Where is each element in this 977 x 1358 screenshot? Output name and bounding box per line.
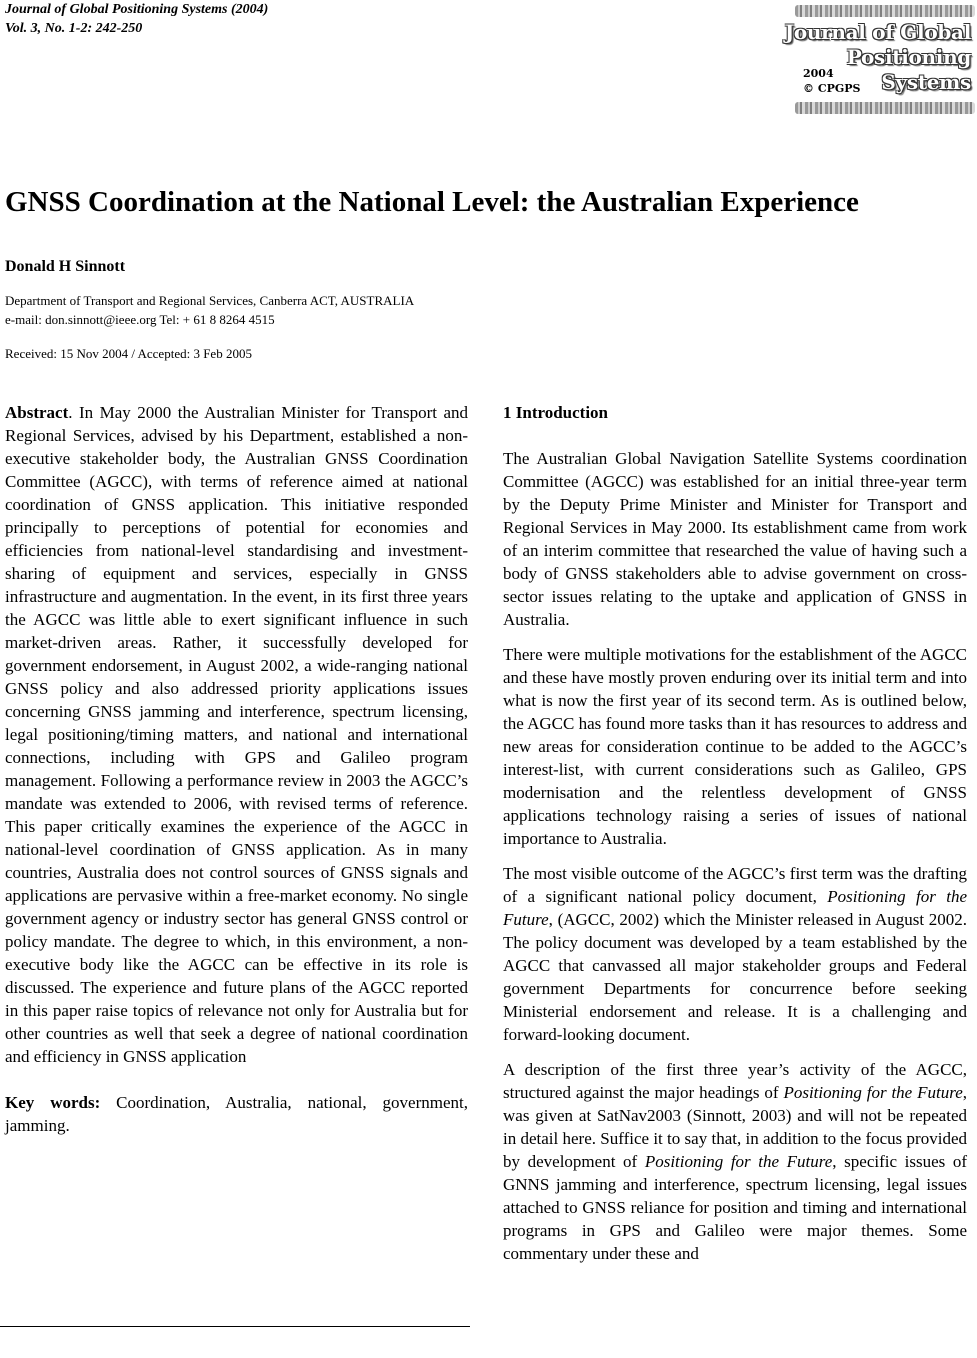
received-dates: Received: 15 Nov 2004 / Accepted: 3 Feb 2005: [5, 346, 252, 361]
journal-logo: [784, 2, 975, 118]
logo-border-bottom: [795, 102, 975, 114]
affiliation-line: Department of Transport and Regional Services, Canberra ACT, AUSTRALIA: [5, 293, 415, 308]
journal-citation: [5, 0, 268, 38]
intro-paragraph-3: [503, 862, 967, 1046]
paper-title: GNSS Coordination at the National Level: the Australian Experience: [5, 186, 859, 218]
p3-italic-title: Positioning for the Future: [503, 887, 967, 929]
logo-line-3: Systems: [881, 70, 971, 94]
left-column: [5, 401, 468, 1137]
abstract-paragraph: [5, 401, 468, 1068]
contact-line: e-mail: don.sinnott@ieee.org Tel: + 61 8 8264 4515: [5, 312, 275, 327]
p4-italic-title-1: Positioning for the Future: [783, 1083, 963, 1102]
keywords-label: Key words:: [5, 1093, 101, 1112]
abstract-text: . In May 2000 the Australian Minister for Transport and Regional Services, advised by his Department, established a non-executive stakeholder body, the Australian GNSS Coordination Committee (AGCC), with terms of reference aimed at national coordination of GNSS application. This initiative responded principally to perceptions of potential for economies and efficiencies from national-level standardising and investment-sharing of equipment and services, especially in GNSS infrastructure and augmentation. In the event, in its first three years the AGCC was little able to exert significant influence in such market-driven areas. Rather, it successfully developed for government endorsement, in August 2002, a wide-ranging national GNSS policy and also addressed priority applications issues concerning GNSS jamming and interference, spectrum licensing, legal positioning/timing matters, and national and international connections, including with GPS and Galileo program management. Following a performance review in 2003 the AGCC’s mandate was extended to 2006, with revised terms of reference. This paper critically examines the experience of the AGCC in national-level coordination of GNSS application. As in many countries, Australia does not control sources of GNSS signals and applications are pervasive within a free-market economy. No single government agency or industry sector has general GNSS control or policy mandate. The degree to which, in this environment, a non-executive body like the AGCC can be effective in its role is discussed. The experience and future plans of the AGCC reported in this paper raise topics of relevance not only for Australia but for other countries as well that seek a degree of national coordination and efficiency in GNSS application: [5, 403, 468, 1066]
logo-line-1: Journal of Global: [784, 20, 971, 44]
footnote-rule: [0, 1326, 470, 1327]
author-affiliation: [5, 291, 414, 329]
p3-text-a: The most visible outcome of the AGCC’s first term was the drafting of a significant national policy document,: [503, 864, 967, 906]
logo-border-top: [795, 5, 975, 17]
p4-text-a: A description of the first three year’s activity of the AGCC, structured against the major headings of: [503, 1060, 967, 1102]
logo-copyright: © CPGPS: [803, 82, 861, 95]
intro-paragraph-2: There were multiple motivations for the establishment of the AGCC and these have mostly proven enduring over its initial term and into what is now the first year of its second term. As is outlined below, the AGCC has found more tasks than it has resources to address and new areas for consideration continue to be added to the AGCC’s interest-list, with current considerations such as Galileo, GPS modernisation and the relentless development of GNSS applications technology raising a series of issues of national importance to Australia.: [503, 645, 967, 848]
keywords-text: Coordination, Australia, national, government, jamming.: [5, 1093, 468, 1135]
intro-paragraph-4: [503, 1058, 967, 1265]
p4-text-c: , specific issues of GNNS jamming and interference, spectrum licensing, legal issues attached to GNSS reliance for position and timing and international programs in GPS and Galileo were major themes. Some commentary under these and: [503, 1152, 968, 1263]
p3-text-b: , (AGCC, 2002) which the Minister released in August 2002. The policy document was developed by a team established by the AGCC that canvassed all major stakeholder groups and Federal government Departments for concurrence before seeking Ministerial endorsement and release. It is a challenging and forward-looking document.: [503, 910, 967, 1044]
keywords-paragraph: [5, 1091, 468, 1137]
logo-year: 2004: [803, 67, 834, 80]
p4-text-b: , was given at SatNav2003 (Sinnott, 2003) and will not be repeated in detail here. Suffice it to say that, in addition to the focus provided by development of: [503, 1083, 967, 1171]
intro-paragraph-1: The Australian Global Navigation Satellite Systems coordination Committee (AGCC) was established for an initial three-year term by the Deputy Prime Minister and Minister for Transport and Regional Services in May 2000. Its establishment came from work of an interim committee that researched the value of having such a body of GNSS stakeholders able to advise government on cross-sector issues relating to the uptake and application of GNSS in Australia.: [503, 449, 967, 629]
journal-volume: Vol. 3, No. 1-2: 242-250: [5, 21, 143, 36]
logo-line-2: Positioning: [846, 45, 971, 69]
right-column: [503, 401, 967, 1265]
journal-name: Journal of Global Positioning Systems (2004): [5, 2, 269, 17]
abstract-label: Abstract: [5, 403, 69, 422]
p4-italic-title-2: Positioning for the Future: [644, 1152, 833, 1171]
section-heading: 1 Introduction: [503, 403, 609, 422]
author-name: Donald H Sinnott: [5, 258, 126, 275]
